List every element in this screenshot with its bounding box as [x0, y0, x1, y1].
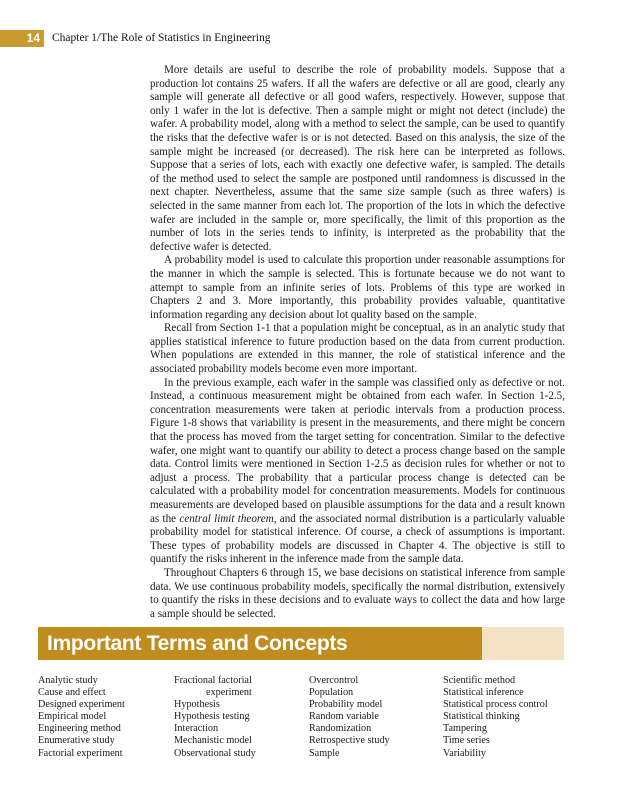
- terms-column-2: [174, 675, 309, 760]
- page-number: 14: [0, 30, 44, 47]
- paragraph: A probability model is used to calculate this proportion under reasonable assumptions for the manner in which the sample is selected. This is fortunate because we do not want to attempt to sample from an infinite series of lots. Problems of this type are worked in Chapters 2 and 3. More importantly, this probability provides valuable, quantitative information regarding any decision about lot quality based on the sample.: [150, 254, 565, 321]
- term-item: Factorial experiment: [38, 747, 123, 759]
- emphasized-term: central limit theorem: [179, 512, 274, 525]
- section-title: Important Terms and Concepts: [38, 627, 482, 660]
- term-item: Cause and effect: [38, 687, 106, 699]
- term-item: Random variable: [309, 711, 379, 723]
- running-header: [0, 30, 639, 47]
- paragraph: Recall from Section 1-1 that a population might be conceptual, as in an analytic study that applies statistical inference to future production based on the data from current production. When populations are extended in this manner, the role of statistical inference and the associated probability models become even more important.: [150, 322, 565, 376]
- term-item: Statistical process control: [443, 699, 548, 711]
- term-item: Hypothesis testing: [174, 711, 250, 723]
- terms-column-1: [38, 675, 174, 760]
- term-item: Designed experiment: [38, 699, 125, 711]
- term-item: Retrospective study: [309, 735, 390, 747]
- term-item: Mechanistic model: [174, 735, 252, 747]
- term-item: Statistical thinking: [443, 711, 520, 723]
- term-item: Variability: [443, 747, 487, 759]
- terms-column-4: [443, 675, 578, 760]
- term-item: Randomization: [309, 723, 372, 735]
- term-item: Time series: [443, 735, 490, 747]
- body-text: [150, 64, 565, 621]
- term-item: Statistical inference: [443, 687, 524, 699]
- term-item: Sample: [309, 747, 340, 759]
- term-item: Engineering method: [38, 723, 121, 735]
- term-item: Fractional factorial: [174, 675, 252, 686]
- terms-list: [38, 675, 578, 760]
- term-item: Tampering: [443, 723, 487, 735]
- term-item: Overcontrol: [309, 675, 359, 686]
- section-banner: [38, 627, 564, 660]
- term-item: Population: [309, 687, 354, 699]
- paragraph: [150, 377, 565, 567]
- paragraph: More details are useful to describe the role of probability models. Suppose that a production lot contains 25 wafers. If all the wafers are defective or all are good, clearly any sample will generate all defective or all good wafers, respectively. However, suppose that only 1 wafer in the lot is defective. Then a sample might or might not detect (include) the wafer. A probability model, along with a method to select the sample, can be used to quantify the risks that the defective wafer is or is not detected. Based on this analysis, the size of the sample might be increased (or decreased). The risk here can be interpreted as follows. Suppose that a series of lots, each with exactly one defective wafer, is sampled. The details of the method used to select the sample are postponed until randomness is discussed in the next chapter. Nevertheless, assume that the same size sample (such as three wafers) is selected in the same manner from each lot. The proportion of the lots in which the defective wafer are included in the sample or, more specifically, the limit of this proportion as the number of lots in the series tends to infinity, is interpreted as the probability that the defective wafer is detected.: [150, 64, 565, 253]
- term-item: Interaction: [174, 723, 219, 735]
- term-item: Probability model: [309, 699, 383, 711]
- term-item: Analytic study: [38, 675, 98, 686]
- chapter-title: Chapter 1/The Role of Statistics in Engineering: [52, 32, 271, 44]
- term-item-continuation: experiment: [206, 687, 252, 699]
- term-item: Observational study: [174, 747, 256, 759]
- term-item: Hypothesis: [174, 699, 220, 711]
- term-item: Empirical model: [38, 711, 107, 723]
- paragraph: Throughout Chapters 6 through 15, we base decisions on statistical inference from sample data. We use continuous probability models, specifically the normal distribution, extensively to quantify the risks in these decisions and to evaluate ways to collect the data and how large a sample should be selected.: [150, 566, 565, 620]
- paragraph-text: , and the associated normal distribution is a particularly valuable probability model for statistical inference. Of course, a check of assumptions is important. These types of probability models are discussed in Chapter 4. The objective is still to quantify the risks inherent in the inference made from the sample data.: [150, 512, 565, 566]
- term-item: Scientific method: [443, 675, 516, 686]
- banner-tail: [482, 627, 564, 660]
- paragraph-text: In the previous example, each wafer in the sample was classified only as defective or not. Instead, a continuous measurement might be obtained from each wafer. In Section 1-2.5, concentration measurements were taken at periodic intervals from a production process. Figure 1-8 shows that variability is present in the measurements, and there might be concern that the process has moved from the target setting for concentration. Similar to the defective wafer, one might want to quantify our ability to detect a process change based on the sample data. Control limits were mentioned in Section 1-2.5 as decision rules for whether or not to adjust a process. The probability that a particular process change is detected can be calculated with a probability model for concentration measurements. Models for continuous measurements are developed based on plausible assumptions for the data and a result known as the: [150, 376, 565, 525]
- terms-column-3: [309, 675, 443, 760]
- term-item: Enumerative study: [38, 735, 115, 747]
